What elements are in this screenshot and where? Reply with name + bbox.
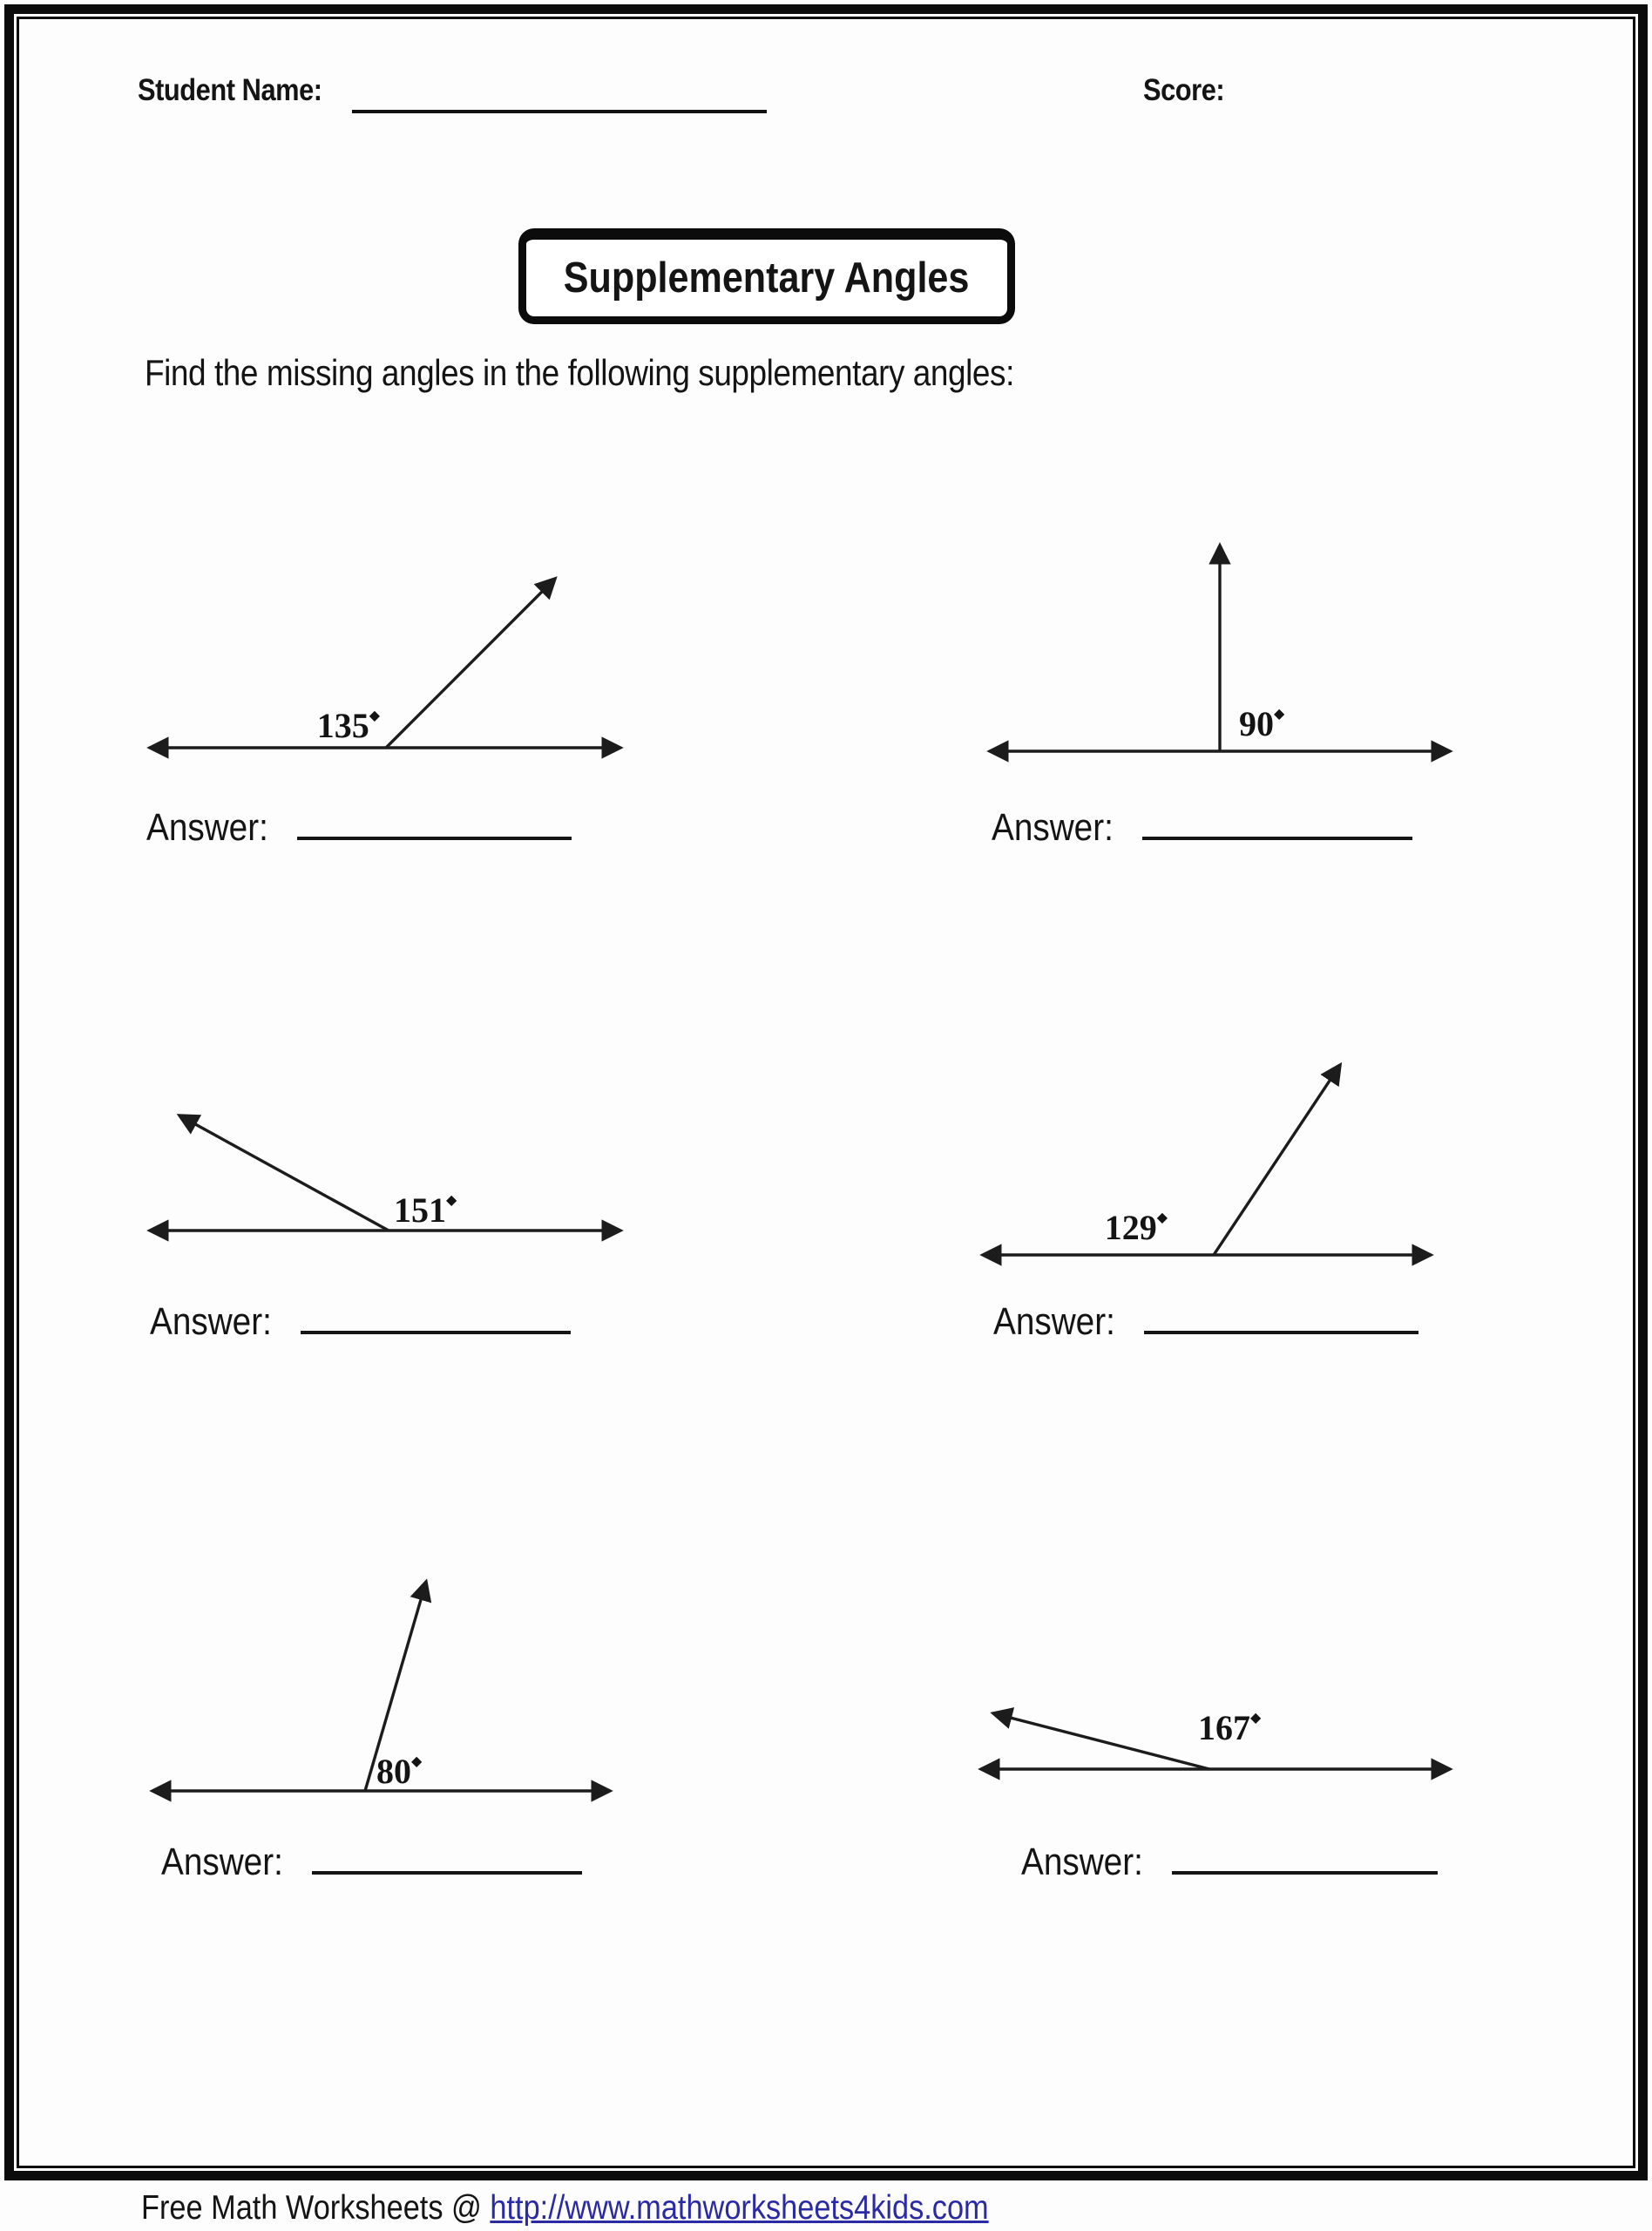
degree-mark: ◆ — [1156, 1209, 1168, 1225]
footer-link[interactable]: http://www.mathworksheets4kids.com — [490, 2189, 989, 2227]
answer-label: Answer: — [993, 1300, 1115, 1343]
angle-diagram-4 — [950, 1046, 1473, 1272]
angle-label-4: 129◆ — [1104, 1208, 1168, 1247]
angle-label-6: 167◆ — [1198, 1708, 1262, 1747]
answer-label: Answer: — [1021, 1841, 1143, 1883]
degree-mark: ◆ — [1250, 1709, 1262, 1726]
angle-diagram-5 — [122, 1569, 645, 1813]
angle-ray — [179, 1116, 389, 1231]
answer-label: Answer: — [150, 1300, 272, 1343]
angle-diagram-2 — [958, 523, 1481, 767]
answer-row-2 — [992, 806, 1412, 850]
angle-diagram-6 — [950, 1682, 1490, 1839]
answer-blank — [1142, 831, 1412, 840]
angle-label-1: 135◆ — [316, 706, 380, 745]
angle-ray — [1214, 1065, 1340, 1255]
answer-row-4 — [993, 1300, 1418, 1344]
angle-label-2: 90◆ — [1239, 704, 1285, 743]
answer-row-6 — [1021, 1841, 1438, 1884]
angle-ray — [386, 579, 555, 748]
answer-label: Answer: — [161, 1841, 283, 1883]
answer-blank — [1144, 1326, 1418, 1334]
worksheet-title-box — [518, 228, 1015, 324]
angle-diagram-1 — [122, 540, 645, 767]
student-name-blank — [352, 110, 767, 113]
angle-diagram-3 — [122, 1089, 645, 1264]
answer-row-1 — [146, 806, 572, 850]
worksheet-title: Supplementary Angles — [564, 254, 970, 302]
degree-mark: ◆ — [1274, 705, 1285, 722]
answer-label: Answer: — [992, 806, 1114, 849]
answer-blank — [1172, 1866, 1438, 1875]
answer-blank — [297, 831, 572, 840]
angle-label-5: 80◆ — [376, 1752, 423, 1791]
score-label: Score: — [1143, 73, 1225, 107]
answer-blank — [301, 1326, 571, 1334]
instruction-text: Find the missing angles in the following supplementary angles: — [145, 352, 1014, 393]
angle-ray — [993, 1713, 1209, 1769]
footer-text: Free Math Worksheets @ — [141, 2189, 491, 2227]
degree-mark: ◆ — [369, 707, 380, 723]
answer-blank — [312, 1866, 582, 1875]
angle-label-3: 151◆ — [394, 1190, 457, 1230]
answer-row-3 — [150, 1300, 571, 1344]
footer — [141, 2189, 1104, 2228]
answer-label: Answer: — [146, 806, 268, 849]
degree-mark: ◆ — [446, 1191, 457, 1208]
degree-mark: ◆ — [411, 1753, 423, 1769]
student-name-label: Student Name: — [138, 73, 322, 107]
answer-row-5 — [161, 1841, 582, 1884]
